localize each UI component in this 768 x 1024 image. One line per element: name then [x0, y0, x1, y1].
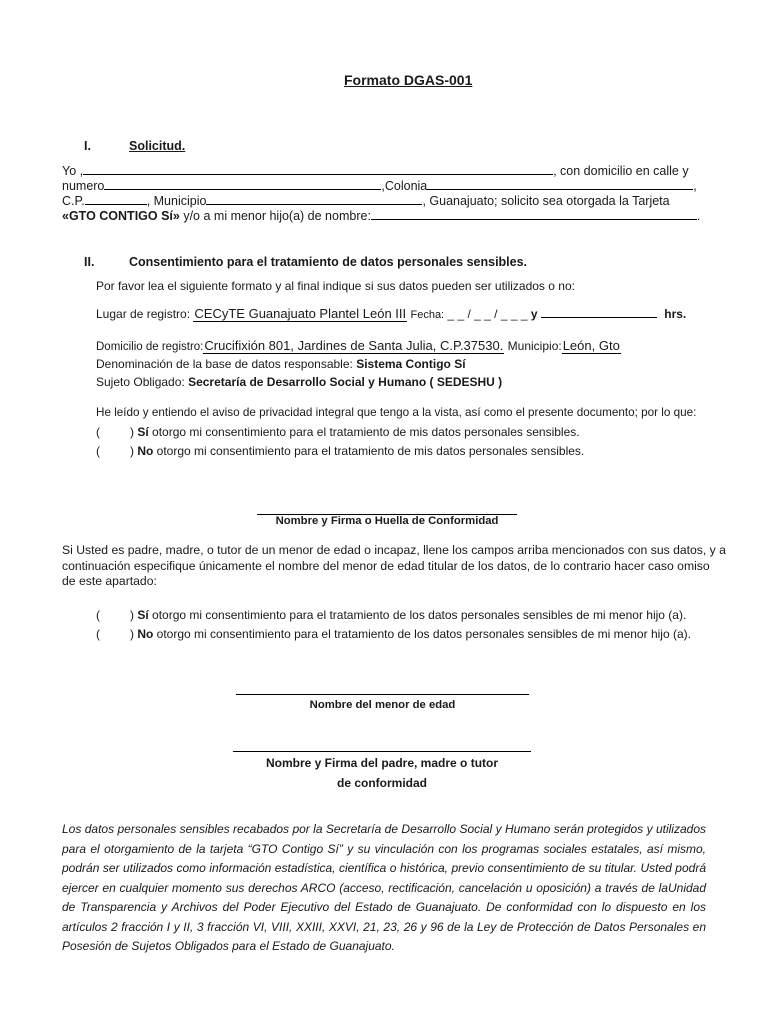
yo-label: Yo ,: [62, 164, 84, 178]
numero-field[interactable]: [104, 177, 381, 190]
si-label: Sí: [137, 425, 149, 439]
paren-close: ): [130, 444, 134, 458]
colonia-label: ,Colonia: [381, 179, 428, 193]
section2-heading: Consentimiento para el tratamiento de datos personales sensibles.: [129, 255, 528, 269]
tutor-no-text: otorgo mi consentimiento para el tratamiento de los datos personales sensibles de mi menor hijo (a).: [153, 627, 691, 641]
domicilio-registro-value: Crucifixión 801, Jardines de Santa Julia, C.P.37530.: [204, 338, 504, 353]
document-title: Formato DGAS-001: [344, 72, 473, 88]
municipio-label: , Municipio: [146, 194, 207, 208]
hora-field[interactable]: [541, 305, 657, 318]
tutor-si-option[interactable]: [96, 608, 686, 622]
aviso-text: He leído y entiendo el aviso de privacidad integral que tengo a la vista, así como el presente documento; por lo que:: [96, 406, 697, 419]
cp-label: C.P.: [62, 194, 85, 208]
menor-nombre-field[interactable]: [371, 207, 697, 220]
paren-close: ): [130, 608, 134, 622]
paren-open: (: [96, 444, 100, 458]
firma-conformidad-label: Nombre y Firma o Huella de Conformidad: [275, 515, 499, 527]
section1-number: I.: [84, 139, 91, 153]
menor-label: y/o a mi menor hijo(a) de nombre:: [179, 209, 371, 223]
tutor-si-text: otorgo mi consentimiento para el tratamiento de los datos personales sensibles de mi menor hijo (a).: [148, 608, 687, 622]
base-label: Denominación de la base de datos responsable:: [96, 357, 353, 371]
no-text: otorgo mi consentimiento para el tratamiento de mis datos personales sensibles.: [153, 444, 585, 458]
padre-firma-label-2: de conformidad: [336, 776, 427, 790]
menor-nombre-label: Nombre del menor de edad: [309, 699, 456, 711]
domicilio-registro-label: Domicilio de registro:: [96, 341, 204, 353]
municipio-field[interactable]: [206, 192, 422, 205]
paren-open: (: [96, 608, 100, 622]
tutor-note-line-3: de este apartado:: [62, 574, 157, 588]
lugar-label: Lugar de registro:: [96, 307, 191, 321]
consent-si-option[interactable]: [96, 425, 580, 439]
solicitud-line-1: [62, 162, 689, 178]
tutor-note-line-2: continuación especifique únicamente el nombre del menor de edad titular de los datos, de lo contrario hacer caso omiso: [62, 559, 710, 573]
guanajuato-text: , Guanajuato; solicito sea otorgada la Tarjeta: [422, 194, 670, 208]
domicilio-label: , con domicilio en calle y: [553, 164, 689, 178]
nombre-field[interactable]: [83, 162, 553, 175]
paren-open: (: [96, 425, 100, 439]
municipio-registro-value: León, Gto: [562, 338, 620, 353]
domicilio-registro-row: [96, 338, 621, 353]
paren-close: ): [130, 425, 134, 439]
cp-field[interactable]: [85, 192, 147, 205]
colonia-field[interactable]: [427, 177, 693, 190]
menor-nombre-line[interactable]: [236, 694, 529, 695]
padre-firma-line[interactable]: [233, 751, 531, 752]
comma: ,: [693, 179, 697, 193]
consent-no-option[interactable]: [96, 444, 584, 458]
sujeto-label: Sujeto Obligado:: [96, 375, 185, 389]
tutor-si-label: Sí: [137, 608, 149, 622]
paren-open: (: [96, 627, 100, 641]
gto-contigo-label: «GTO CONTIGO Sí»: [62, 209, 180, 223]
base-value: Sistema Contigo Sí: [356, 357, 466, 371]
hrs-label: hrs.: [664, 307, 687, 321]
municipio-registro-label: Municipio:: [507, 339, 562, 353]
paren-close: ): [130, 627, 134, 641]
y-label: y: [530, 307, 538, 321]
sujeto-obligado-row: [96, 375, 502, 389]
fecha-label: Fecha:: [410, 309, 445, 321]
lugar-registro-row: [96, 305, 686, 321]
padre-firma-label-1: Nombre y Firma del padre, madre o tutor: [265, 756, 499, 770]
tutor-note-line-1: Si Usted es padre, madre, o tutor de un menor de edad o incapaz, llene los campos arriba mencionados con sus datos, y a: [62, 543, 726, 557]
tutor-no-option[interactable]: [96, 627, 691, 641]
section2-number: II.: [84, 255, 95, 269]
solicitud-line-3: [62, 192, 670, 208]
tutor-no-label: No: [137, 627, 154, 641]
legal-paragraph: Los datos personales sensibles recabados por la Secretaría de Desarrollo Social y Humano serán protegidos y utilizados para el otorgamiento de la tarjeta “GTO Contigo Sí” y su vinculación con los programas sociales estatales, así mismo, podrán ser utilizados como información estadística, científica o histórica, previo consentimiento de su titular. Usted podrá ejercer en cualquier momento sus derechos ARCO (acceso, rectificación, cancelación u oposición) a través de laUnidad de Transparencia y Archivos del Poder Ejecutivo del Estado de Guanajuato. De conformidad con lo dispuesto en los artículos 2 fracción I y II, 3 fracción VI, VIII, XXIII, XXVI, 21, 23, 26 y 96 de la Ley de Protección de Datos Personales en Posesión de Sujetos Obligados para el Estado de Guanajuato.: [62, 822, 706, 953]
lugar-value: CECyTE Guanajuato Plantel León III: [194, 306, 407, 321]
section2-intro: Por favor lea el siguiente formato y al final indique si sus datos pueden ser utilizados o no:: [96, 279, 575, 293]
numero-label: numero: [62, 179, 105, 193]
section1-heading: Solicitud.: [129, 139, 186, 153]
solicitud-line-2: [62, 177, 697, 193]
sujeto-value: Secretaría de Desarrollo Social y Humano ( SEDESHU ): [188, 375, 503, 389]
period: .: [696, 209, 701, 223]
solicitud-line-4: [62, 207, 700, 223]
fecha-field[interactable]: _ _ / _ _ / _ _ _: [447, 307, 528, 321]
no-label: No: [137, 444, 154, 458]
base-datos-row: [96, 357, 466, 371]
si-text: otorgo mi consentimiento para el tratamiento de mis datos personales sensibles.: [148, 425, 580, 439]
